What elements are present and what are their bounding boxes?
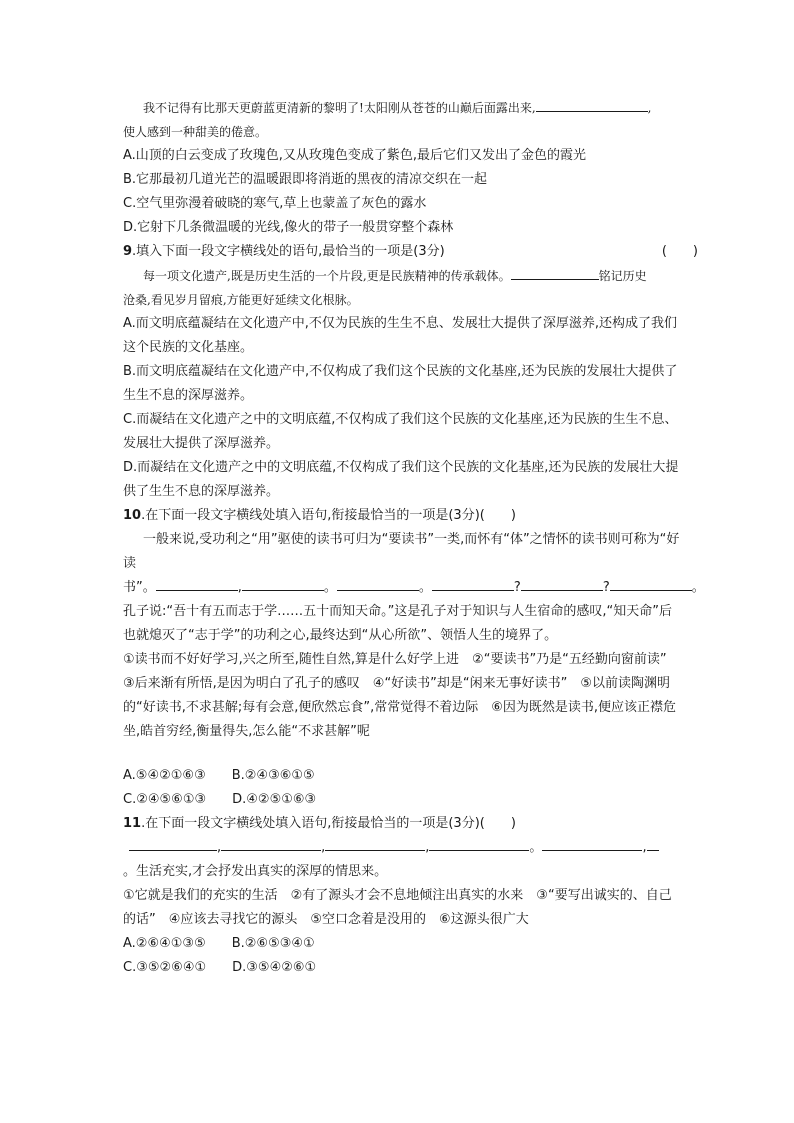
q9-stem [123,240,698,264]
q10-blanks-line [123,576,705,600]
q10-passage-line1: 一般来说,受功利之“用”驱使的读书可归为“要读书”一类,而怀有“体”之情怀的读书则可称为“好 [143,532,680,547]
q10-blank-lead: 书”。 [123,580,156,595]
q10-sep-6: 。 [691,580,705,595]
q10-item-line3: 的“好读书,不求甚解;每有会意,便欣然忘食”,常常觉得不着边际 ⑥因为既然是读书,便应该正襟危 [123,700,677,715]
q10-stem [123,504,698,528]
q10-sep-5: ? [602,580,610,595]
q11-blank-4 [429,836,529,851]
q9-passage-a: 每一项文化遗产,既是历史生活的一个片段,更是民族精神的传承载体。 [143,269,511,283]
q8-answer-blank [536,97,648,112]
q8-option-d: D.它射下几条微温暖的光线,像火的带子一般贯穿整个森林 [123,220,454,235]
q9-option-c-line2: 发展壮大提供了深厚滋养。 [123,436,280,451]
q10-passage-line4: 孔子说:“吾十有五而志于学……五十而知天命。”这是孔子对于知识与人生宿命的感叹,“知天命”后 [123,604,672,619]
q11-sep-3: , [425,840,430,855]
q9-passage-b: 铭记历史 [598,269,647,283]
q10-options-row2: C.②④⑤⑥①③ D.④②⑤①⑥③ [123,792,317,807]
q10-sep-1: , [237,580,242,595]
q8-punct: , [647,101,652,115]
q9-option-a-line1: A.而文明底蕴凝结在文化遗产中,不仅为民族的生生不息、发展壮大提供了深厚滋养,还构成了我们 [123,316,678,331]
q11-options-row2: C.③⑤②⑥④① D.③⑤④②⑥① [123,960,317,975]
q10-stem-text: .在下面一段文字横线处填入语句,衔接最恰当的一项是(3分)( ) [141,508,516,523]
q8-option-a: A.山顶的白云变成了玫瑰色,又从玫瑰色变成了紫色,最后它们又发出了金色的霞光 [123,148,587,163]
q11-sep-5: , [642,840,647,855]
document-content [123,96,705,980]
q10-item-line1: ①读书而不好好学习,兴之所至,随性自然,算是什么好学上进 ②“要读书”乃是“五经勤向窗前读” [123,652,667,667]
q10-item-line4: 坐,皓首穷经,衡量得失,怎么能“不求甚解”呢 [123,724,370,739]
q11-sep-2: , [321,840,326,855]
q10-passage-line2: 读 [123,556,137,571]
q9-option-b-line2: 生生不息的深厚滋养。 [123,388,254,403]
q11-number: 11 [123,816,142,831]
q9-passage-line1 [123,264,698,288]
q10-options-row1: A.⑤④②①⑥③ B.②④③⑥①⑤ [123,768,315,783]
q10-spacer [123,744,698,764]
q11-passage-line2: 。生活充实,才会抒发出真实的深厚的情思来。 [123,864,388,879]
q8-option-c: C.空气里弥漫着破晓的寒气,草上也蒙盖了灰色的露水 [123,196,427,211]
q8-passage-line2: 使人感到一种甜美的倦意。 [123,125,268,139]
q11-blanks-line [123,836,698,860]
q10-sep-4: ? [513,580,521,595]
q10-number: 10 [123,508,142,523]
q11-item-line1: ①它就是我们的充实的生活 ②有了源头才会不息地倾注出真实的水来 ③“要写出诚实的、自己 [123,888,672,903]
q11-blank-3 [325,836,425,851]
q11-stem [123,812,698,836]
q9-option-d-line2: 供了生生不息的深厚滋养。 [123,484,280,499]
q9-answer-blank [511,265,599,280]
q9-option-d-line1: D.而凝结在文化遗产之中的文明底蕴,不仅构成了我们这个民族的文化基座,还为民族的发展壮大提 [123,460,679,475]
q11-stem-text: .在下面一段文字横线处填入语句,衔接最恰当的一项是(3分)( ) [141,816,516,831]
q9-option-c-line1: C.而凝结在文化遗产之中的文明底蕴,不仅构成了我们这个民族的文化基座,还为民族的生生不息、 [123,412,678,427]
q10-blank-5 [521,576,603,591]
q11-sep-1: , [217,840,222,855]
q8-passage-line1 [123,96,698,120]
q11-blank-5 [542,836,642,851]
q8-passage-text: 我不记得有比那天更蔚蓝更清新的黎明了!太阳刚从苍苍的山巅后面露出来, [143,101,536,115]
q10-item-line2: ③后来渐有所悟,是因为明白了孔子的感叹 ④“好读书”却是“闲来无事好读书” ⑤以前读陶渊明 [123,676,671,691]
q10-passage-line5: 也就熄灭了“志于学”的功利之心,最终达到“从心所欲”、领悟人生的境界了。 [123,628,558,643]
q11-blank-2 [221,836,321,851]
q9-answer-paren: ( ) [661,244,698,259]
q11-item-line2: 的话” ④应该去寻找它的源头 ⑤空口念着是没用的 ⑥这源头很广大 [123,912,529,927]
q11-sep-4: 。 [529,840,543,855]
q11-blank-1 [129,836,217,851]
q9-option-b-line1: B.而文明底蕴凝结在文化遗产中,不仅构成了我们这个民族的文化基座,还为民族的发展壮大提供了 [123,364,678,379]
q10-sep-3: 。 [418,580,432,595]
q8-option-b: B.它那最初几道光芒的温暖跟即将消逝的黑夜的清凉交织在一起 [123,172,488,187]
q11-options-row1: A.②⑥④①③⑤ B.②⑥⑤③④① [123,936,315,951]
q9-stem-text: .填入下面一段文字横线处的语句,最恰当的一项是(3分) [132,244,445,259]
q10-blank-2 [242,576,324,591]
q11-blank-6 [647,836,659,851]
q9-option-a-line2: 这个民族的文化基座。 [123,340,254,355]
q10-blank-6 [610,576,692,591]
q10-sep-2: 。 [323,580,337,595]
q9-number: 9 [123,244,133,259]
q9-passage-line2: 沧桑,看见岁月留痕,方能更好延续文化根脉。 [123,293,359,307]
q10-blank-4 [432,576,514,591]
q10-blank-3 [337,576,419,591]
q10-blank-1 [156,576,238,591]
